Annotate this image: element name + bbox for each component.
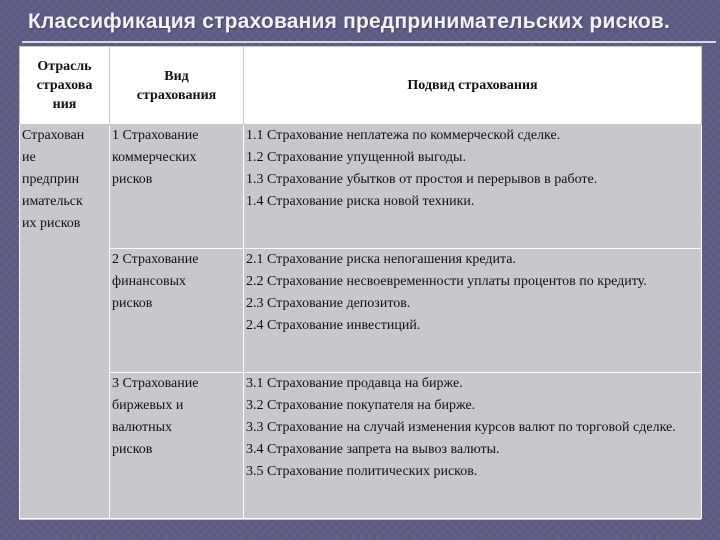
title-underline	[22, 41, 716, 43]
subtype-item: 3.3 Страхование на случай изменения курсов валют по торговой сделке.	[246, 420, 676, 435]
subtype-item: 1.2 Страхование упущенной выгоды.	[246, 150, 466, 165]
subtype-item: 3.1 Страхование продавца на бирже.	[246, 376, 463, 391]
subtype-item: 2.4 Страхование инвестиций.	[246, 318, 421, 333]
subtype-cell	[244, 373, 702, 519]
classification-table	[19, 46, 701, 520]
type-cell: 2 Страхование финансовых рисков	[110, 249, 244, 373]
subtype-item: 3.5 Страхование политических рисков.	[246, 464, 478, 479]
subtype-cell	[244, 125, 702, 249]
header-subtype: Подвид страхования	[244, 47, 702, 125]
subtype-item: 2.2 Страхование несвоевременности уплаты процентов по кредиту.	[246, 274, 647, 289]
subtype-item: 2.3 Страхование депозитов.	[246, 296, 411, 311]
subtype-cell	[244, 249, 702, 373]
table-row	[20, 249, 702, 373]
industry-cell: Страхован ие предприн имательск их рисков	[20, 125, 110, 519]
subtype-item: 2.1 Страхование риска непогашения кредита.	[246, 252, 516, 267]
subtype-item: 1.4 Страхование риска новой техники.	[246, 194, 475, 209]
subtype-item: 1.1 Страхование неплатежа по коммерческой сделке.	[246, 128, 561, 143]
subtype-item: 1.3 Страхование убытков от простоя и перерывов в работе.	[246, 172, 598, 187]
type-cell: 1 Страхование коммерческих рисков	[110, 125, 244, 249]
subtype-item: 3.2 Страхование покупателя на бирже.	[246, 398, 476, 413]
table-row	[20, 125, 702, 249]
slide-title: Классификация страхования предпринимательских рисков.	[28, 10, 671, 33]
type-cell: 3 Страхование биржевых и валютных рисков	[110, 373, 244, 519]
subtype-item: 3.4 Страхование запрета на вывоз валюты.	[246, 442, 500, 457]
header-industry: Отрасль страхова ния	[20, 47, 110, 125]
table-row	[20, 373, 702, 519]
header-type: Вид страхования	[110, 47, 244, 125]
